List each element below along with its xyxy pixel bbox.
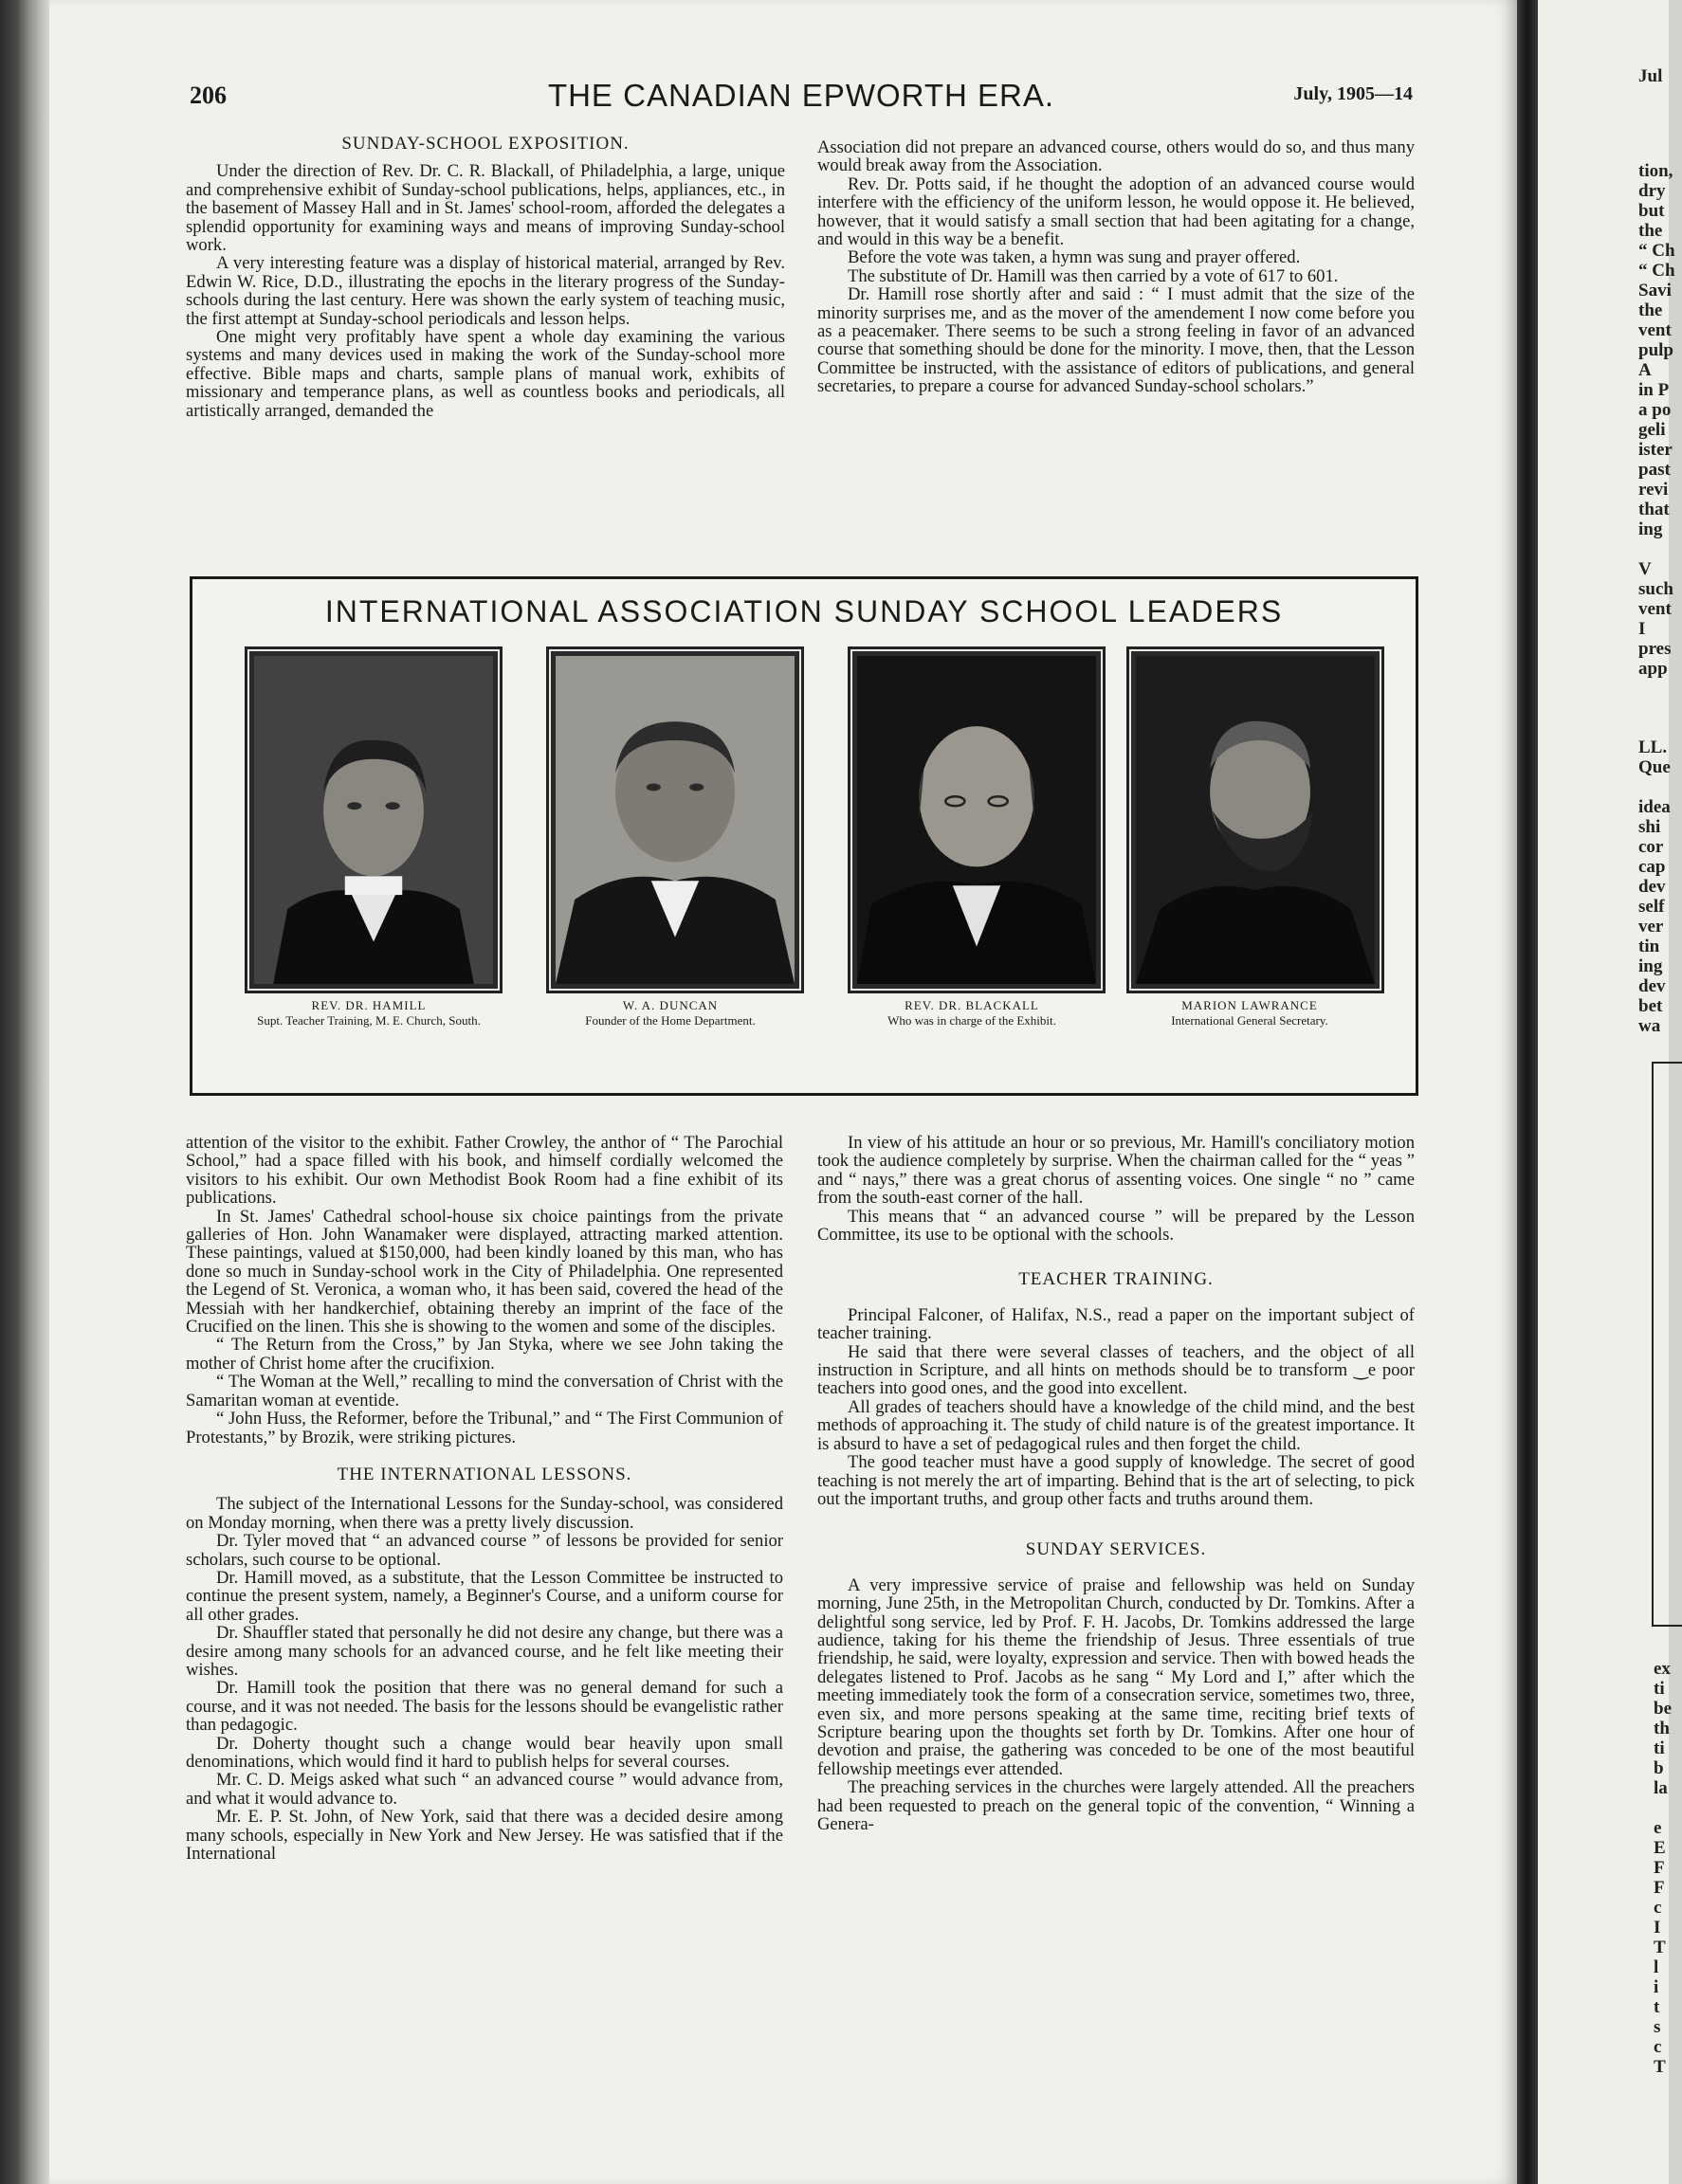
caption-name: REV. DR. BLACKALL [905, 998, 1039, 1012]
caption-role: Who was in charge of the Exhibit. [887, 1013, 1056, 1028]
paragraph: In St. James' Cathedral school-house six choice paintings from the private galleries of Hon. John Wanamaker were displayed, attracting marked attention. These paintings, valued at $150,000, had been kindly loaned by this man, who has done so much in Sunday-school work in the City of Philadelphia. One represented the Legend of St. Veronica, a woman who, it has been said, covered the head of the Messiah with her handkerchief, obtaining thereby an imprint of the face of the Crucified on the linen. This she is showing to the women and some of the disciples. [186, 1206, 783, 1338]
paragraph: “ The Woman at the Well,” recalling to mind the conversation of Christ with the Samaritan woman at eventide. [186, 1372, 783, 1410]
column-top-left [186, 135, 785, 420]
paragraph: Dr. Shauffler stated that personally he did not desire any change, but there was a desire among many schools for an advanced course, and he felt like meeting their wishes. [186, 1623, 783, 1680]
paragraph: Association did not prepare an advanced course, others would do so, and thus many would break away from the Association. [817, 137, 1415, 176]
paragraph: Dr. Hamill moved, as a substitute, that the Lesson Committee be instructed to continue the present system, namely, a Beginner's Course, and a uniform course for all other grades. [186, 1567, 783, 1625]
section-heading: SUNDAY-SCHOOL EXPOSITION. [341, 134, 630, 154]
portrait-photo-duncan [551, 651, 799, 989]
column-bottom-left [186, 1134, 783, 1863]
portrait-photo-lawrance [1131, 651, 1380, 989]
running-head [190, 78, 1413, 119]
paragraph: In view of his attitude an hour or so previous, Mr. Hamill's conciliatory motion took the audience completely by surprise. When the chairman called for the “ yeas ” and “ nays,” there was a great chorus of assenting voices. One single “ no ” came from the south-east corner of the hall. [817, 1133, 1415, 1209]
paragraph: One might very profitably have spent a whole day examining the various systems and many devices used in making the work of the Sunday-school more effective. Bible maps and charts, sample plans of manual work, exhibits of missionary and temperance plans, as well as countless books and periodicals, all artistically arranged, demanded the [186, 327, 785, 421]
paragraph: The preaching services in the churches were largely attended. All the preachers had been requested to preach on the general topic of the convention, “ Winning a Genera- [817, 1777, 1415, 1834]
caption-name: MARION LAWRANCE [1181, 998, 1318, 1012]
portrait-photo-hamill [249, 651, 498, 989]
paragraph: attention of the visitor to the exhibit. Father Crowley, the anthor of “ The Parochial School,” had a space filled with his book, and himself cordially welcomed the visitors to his exhibit. Our own Methodist Book Room had a fine exhibit of its publications. [186, 1133, 783, 1209]
book-spine [0, 0, 49, 2184]
paragraph: Dr. Hamill took the position that there was no general demand for such a course, and it was not needed. The basis for the lessons should be evangelistic rather than pedagogic. [186, 1678, 783, 1736]
caption-hamill [222, 998, 516, 1028]
portrait-photo-blackall [852, 651, 1101, 989]
caption-name: W. A. DUNCAN [622, 998, 719, 1012]
caption-duncan [523, 998, 817, 1028]
paragraph: Rev. Dr. Potts said, if he thought the adoption of an advanced course would interfere with the efficiency of the uniform lesson, he would oppose it. He believed, however, that it would satisfy a small section that had been agitating for a change, and would in this way be a benefit. [817, 173, 1415, 250]
issue-date: July, 1905—14 [1293, 83, 1413, 104]
facing-page-header: Jul [1638, 66, 1663, 86]
paragraph: “ John Huss, the Reformer, before the Tribunal,” and “ The First Communion of Protestants,” by Brozik, were striking pictures. [186, 1409, 783, 1447]
caption-role: International General Secretary. [1171, 1013, 1328, 1028]
facing-page-box-edge [1652, 1062, 1682, 1627]
caption-lawrance [1103, 998, 1397, 1028]
paragraph: The substitute of Dr. Hamill was then carried by a vote of 617 to 601. [848, 265, 1339, 286]
plate-title: INTERNATIONAL ASSOCIATION SUNDAY SCHOOL LEADERS [324, 594, 1284, 628]
paragraph: Principal Falconer, of Halifax, N.S., read a paper on the important subject of teacher training. [817, 1304, 1415, 1344]
paragraph: Dr. Tyler moved that “ an advanced course ” of lessons be provided for senior scholars, such course to be optional. [186, 1531, 783, 1570]
binding-gutter [1517, 0, 1538, 2184]
portrait-plate [190, 576, 1418, 1096]
paragraph: The good teacher must have a good supply of knowledge. The secret of good teaching is not merely the art of imparting. Behind that is the art of selecting, to pick out the important truths, and group other facts and truths around them. [817, 1452, 1415, 1509]
paragraph: Dr. Hamill rose shortly after and said : “ I must admit that the size of the minority surprises me, and as the mover of the amendement I now come before you as a peacemaker. There seems to be such a strong feeling in favor of an advanced course that something should be done for the minority. I move, then, that the Lesson Committee be instructed, with the assistance of editors of publications, and general secretaries, to prepare a course for advanced Sunday-school scholars.” [817, 284, 1415, 397]
facing-page-text-middle: LL. Que idea shi cor cap dev self ver tin ing dev bet wa [1638, 737, 1671, 1036]
paragraph: Mr. C. D. Meigs asked what such “ an advanced course ” would advance from, and what it would advance to. [186, 1770, 783, 1809]
facing-page-text-top: tion, dry but the “ Ch “ Ch Savi the vent pulp A in P a po geli ister past revi that ing V such vent I pres app [1638, 161, 1675, 679]
paragraph: He said that there were several classes of teachers, and the object of all instruction in Scripture, and all hints on methods should be to transform ‿e poor teachers into good ones, and the good into excellent. [817, 1341, 1415, 1399]
caption-role: Founder of the Home Department. [585, 1013, 756, 1028]
paragraph: “ The Return from the Cross,” by Jan Styka, where we see John taking the mother of Christ home after the crucifixion. [186, 1335, 783, 1374]
paragraph: Dr. Doherty thought such a change would bear heavily upon small denominations, which would find it hard to publish helps for several courses. [186, 1733, 783, 1772]
caption-name: REV. DR. HAMILL [311, 998, 427, 1012]
column-bottom-right [817, 1134, 1415, 1833]
column-top-right [817, 138, 1415, 396]
paragraph: Before the vote was taken, a hymn was sung and prayer offered. [848, 247, 1301, 268]
section-heading: TEACHER TRAINING. [1018, 1269, 1214, 1290]
paragraph: A very impressive service of praise and fellowship was held on Sunday morning, June 25th, in the Metropolitan Church, conducted by Dr. Tomkins. After a delightful song service, led by Prof. F. H. Jacobs, Dr. Tomkins addressed the large audience, taking for his theme the friendship of Jesus. Three essentials of true friendship, he said, were loyalty, expression and service. Then with bowed heads the delegates listened to Prof. Jacobs as he sang “ My Lord and I,” after which the meeting immediately took the form of a consecration service, sometimes two, three, even six, and more persons speaking at the same time, reciting brief texts of Scripture bearing upon the thoughts set forth by Dr. Tomkins. After one hour of devotion and praise, the gathering was conceded to be one of the most beautiful fellowship meetings ever attended. [817, 1574, 1415, 1779]
journal-title: THE CANADIAN EPWORTH ERA. [547, 78, 1055, 113]
page-number: 206 [190, 82, 227, 109]
facing-page-text-bottom: ex ti be th ti b la e E F F c I T l i t s c T [1654, 1659, 1672, 2077]
caption-blackall [825, 998, 1119, 1028]
paragraph: All grades of teachers should have a knowledge of the child mind, and the best methods of approaching it. The study of child nature is of the greatest importance. It is absurd to have a set of pedagogical rules and then forget the child. [817, 1396, 1415, 1454]
section-heading: SUNDAY SERVICES. [1025, 1539, 1207, 1560]
section-heading: THE INTERNATIONAL LESSONS. [337, 1464, 632, 1484]
caption-role: Supt. Teacher Training, M. E. Church, South. [257, 1013, 481, 1028]
paragraph: The subject of the International Lessons for the Sunday-school, was considered on Monday morning, when there was a pretty lively discussion. [186, 1494, 783, 1533]
paragraph: A very interesting feature was a display of historical material, arranged by Rev. Edwin W. Rice, D.D., illustrating the epochs in the literary progress of the Sunday-schools during the last century. Here was shown the early system of teaching music, the first attempt at Sunday-school periodicals and lesson helps. [186, 253, 785, 329]
paragraph: This means that “ an advanced course ” will be prepared by the Lesson Committee, its use to be optional with the schools. [817, 1206, 1415, 1246]
paragraph: Mr. E. P. St. John, of New York, said that there was a decided desire among many schools, especially in New York and New Jersey. He was satisfied that if the International [186, 1807, 783, 1865]
paragraph: Under the direction of Rev. Dr. C. R. Blackall, of Philadelphia, a large, unique and comprehensive exhibit of Sunday-school publications, helps, appliances, etc., in the basement of Massey Hall and in St. James' school-room, afforded the delegates a splendid opportunity for examining ways and means of improving Sunday-school work. [186, 161, 785, 256]
